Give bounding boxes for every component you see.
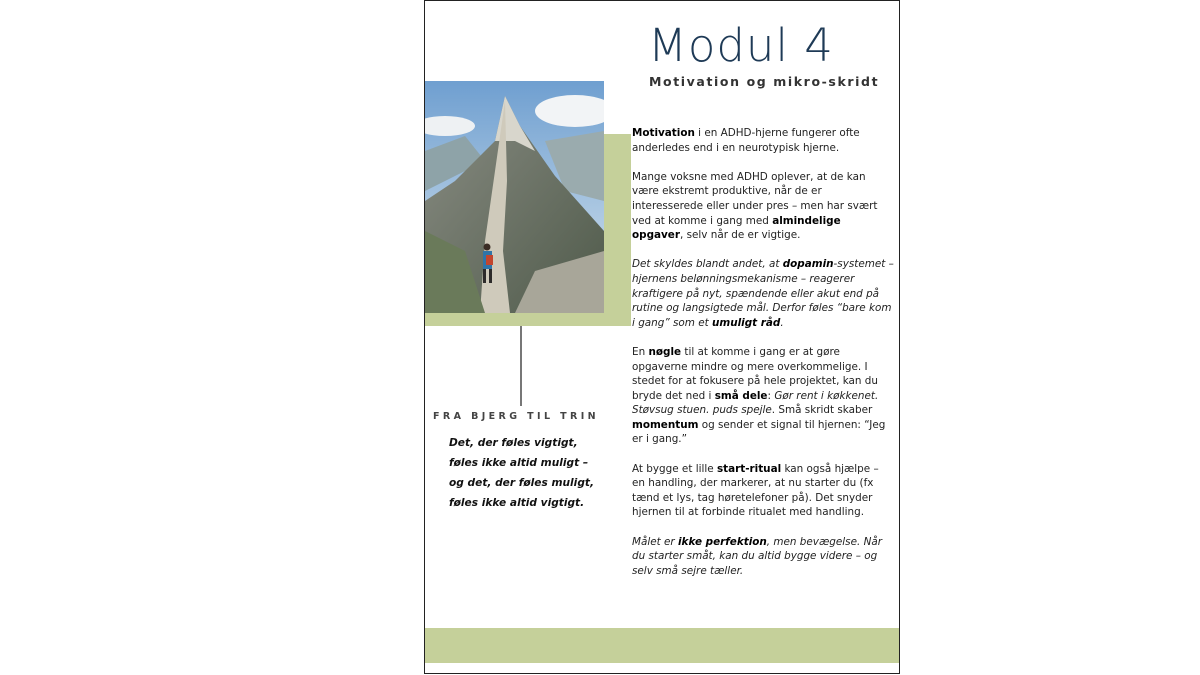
text: i en ADHD-hjerne fungerer ofte anderledes end i en neurotypisk hjerne. [632, 127, 860, 154]
bold-text: dopamin [782, 258, 834, 271]
text: og sender et signal til hjernen: “Jeg er i gang.” [632, 418, 886, 446]
text: Målet er [632, 535, 678, 548]
body-text [632, 126, 894, 593]
quote-line: føles ikke altid vigtigt. [449, 497, 585, 509]
bold-text: umuligt råd [712, 316, 781, 329]
text: . Små skridt skaber [771, 404, 873, 417]
paragraph-2 [632, 170, 894, 243]
bold-text: Motivation [632, 127, 695, 139]
page-subtitle: Motivation og mikro-skridt [649, 74, 880, 89]
sidebar-caption: FRA BJERG TIL TRIN [433, 411, 600, 422]
text: , men bevægelse. Når du starter småt, kan du altid bygge videre – og selv små sejre tæller. [632, 535, 882, 577]
text: : [767, 389, 775, 402]
paragraph-6 [632, 535, 894, 579]
paragraph-4 [632, 345, 894, 447]
paragraph-1 [632, 126, 894, 155]
footer-band [425, 628, 899, 663]
text: kan også hjælpe – en handling, der markerer, at nu starter du (fx tænd et lys, tag høretelefoner på). Det snyder hjernen til at forbinde ritualet med handling. [632, 462, 879, 519]
text: til at komme i gang er at gøre opgaverne mindre og mere overkommelige. I stedet for at fokusere på hele projektet, kan du bryde det ned i [632, 345, 878, 402]
bold-text: momentum [632, 418, 699, 431]
text: . [780, 316, 784, 329]
divider-line [520, 326, 522, 406]
bold-text: ikke perfektion [677, 535, 767, 548]
italic-text: Gør rent i køkkenet. Støvsug stuen. puds spejle [632, 389, 879, 417]
text: En [632, 345, 649, 358]
paragraph-3 [632, 257, 894, 330]
text: Mange voksne med ADHD oplever, at de kan være ekstremt produktive, når de er interesserede eller under pres – men har svært ved at komme i gang med [632, 170, 878, 227]
document-page [424, 0, 900, 674]
page-title: Modul 4 [648, 19, 834, 72]
quote-line: føles ikke altid muligt – [449, 457, 589, 469]
bold-text: almindelige opgaver [632, 214, 841, 242]
bold-text: små dele [714, 389, 768, 402]
text: , selv når de er vigtige. [679, 229, 801, 242]
mountain-photo [425, 81, 604, 313]
text: -systemet – hjernens belønningsmekanisme – reagerer kraftigere på nyt, spændende eller akut end på rutine og langsigtede mål. Derfor føles “bare kom i gang” som et [632, 258, 894, 329]
text: Det skyldes blandt andet, at [632, 258, 783, 271]
bold-text: start-ritual [716, 462, 782, 475]
bold-text: nøgle [648, 345, 682, 358]
paragraph-5 [632, 462, 894, 520]
text: At bygge et lille [632, 462, 717, 475]
quote-line: og det, der føles muligt, [449, 477, 594, 489]
quote-line: Det, der føles vigtigt, [449, 437, 578, 449]
sidebar-quote [449, 433, 594, 513]
